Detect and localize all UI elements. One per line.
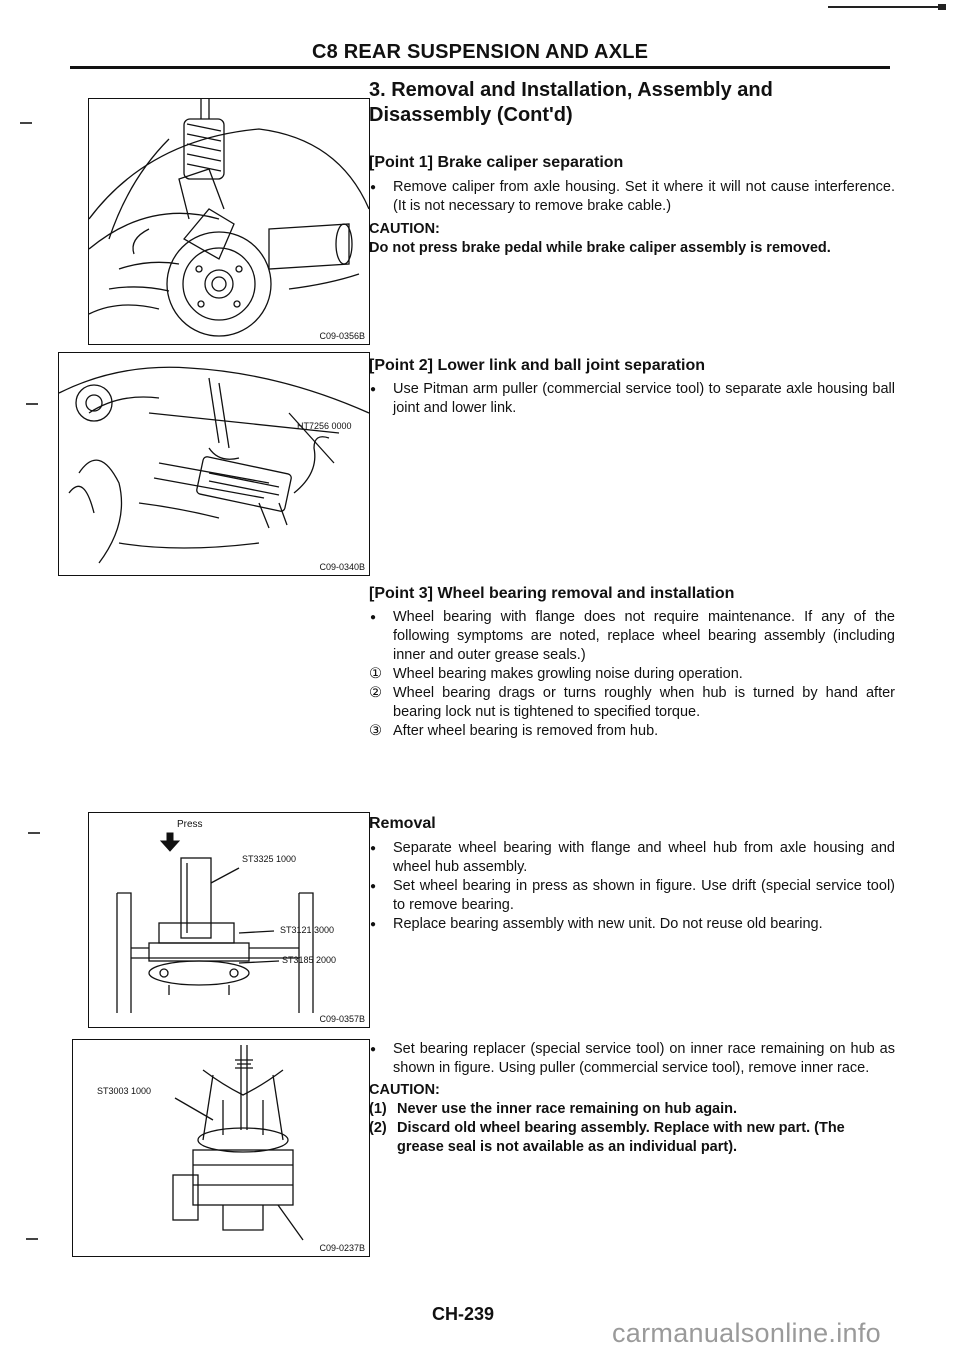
point2-title: [Point 2] Lower link and ball joint separation [369,357,706,374]
margin-mark [26,403,38,405]
removal-bullet: ● Separate wheel bearing with flange and wheel hub from axle housing and wheel hub assembly. [369,839,895,877]
bearing-press-illustration [89,813,369,1027]
header-rule [70,66,890,69]
point3-bullet: ● Wheel bearing with flange does not require maintenance. If any of the following symptoms are noted, replace wheel bearing assembly (including inner and outer grease seals.) [369,608,895,665]
point2-block [369,356,895,418]
symptom-item: ③ After wheel bearing is removed from hub. [369,723,659,739]
figure-code: C09-0357B [319,1014,365,1024]
scan-mark [828,6,946,8]
page-header-title: C8 REAR SUSPENSION AND AXLE [312,41,649,63]
inner-race-puller-illustration [73,1040,369,1256]
figure-bearing-press [88,812,370,1028]
section-title-line2: Disassembly (Cont'd) [369,104,573,126]
section-heading [369,78,895,128]
caution-item: (2) Discard old wheel bearing assembly. Replace with new part. (The grease seal is not available as an individual part). [369,1120,845,1155]
tool-label: ST3003 1000 [97,1086,152,1096]
figure-ball-joint-puller [58,352,370,576]
tool-label: ST3121 3000 [280,925,335,935]
scan-mark-end [938,4,946,10]
symptom-item: ② Wheel bearing drags or turns roughly when hub is turned by hand after bearing lock nut is tightened to specified torque. [369,685,895,720]
figure-brake-caliper [88,98,370,345]
section-title-line1: 3. Removal and Installation, Assembly and [369,79,773,101]
margin-mark [28,832,40,834]
tool-label: ST3185 2000 [282,955,337,965]
tool-label: ST3325 1000 [242,854,297,864]
margin-mark [20,122,32,124]
point3-title: [Point 3] Wheel bearing removal and installation [369,585,735,602]
watermark: carmanualsonline.info [612,1318,881,1348]
figure-code: C09-0340B [319,562,365,572]
caution-label: CAUTION: [369,221,440,237]
caution-item: (1) Never use the inner race remaining on hub again. [369,1101,738,1117]
removal-bullet: ● Replace bearing assembly with new unit. Do not reuse old bearing. [369,915,895,934]
caution-label: CAUTION: [369,1082,440,1098]
ball-joint-puller-illustration [59,353,369,575]
press-label: Press [177,819,203,830]
removal-block [369,814,895,934]
tool-label: HT7256 0000 [297,421,352,431]
point1-block [369,153,895,258]
point1-title: [Point 1] Brake caliper separation [369,154,624,171]
brake-caliper-illustration [89,99,369,344]
figure-inner-race-puller [72,1039,370,1257]
point2-bullet: ● Use Pitman arm puller (commercial service tool) to separate axle housing ball joint and lower link. [369,380,895,418]
figure-code: C09-0237B [319,1243,365,1253]
press-arrow-icon [161,833,179,851]
inner-race-block [369,1040,895,1157]
symptom-item: ① Wheel bearing makes growling noise during operation. [369,666,743,682]
inner-race-bullet: ● Set bearing replacer (special service tool) on inner race remaining on hub as shown in figure. Using puller (commercial service tool), remove inner race. [369,1040,895,1078]
removal-title: Removal [369,815,436,832]
margin-mark [26,1238,38,1240]
caution-text: Do not press brake pedal while brake caliper assembly is removed. [369,240,831,256]
removal-bullet: ● Set wheel bearing in press as shown in figure. Use drift (special service tool) to remove bearing. [369,877,895,915]
figure-code: C09-0356B [319,331,365,341]
page-number: CH-239 [432,1304,495,1324]
point1-bullet: ● Remove caliper from axle housing. Set it where it will not cause interference. (It is not necessary to remove brake cable.) [369,178,895,216]
point3-block [369,584,895,741]
